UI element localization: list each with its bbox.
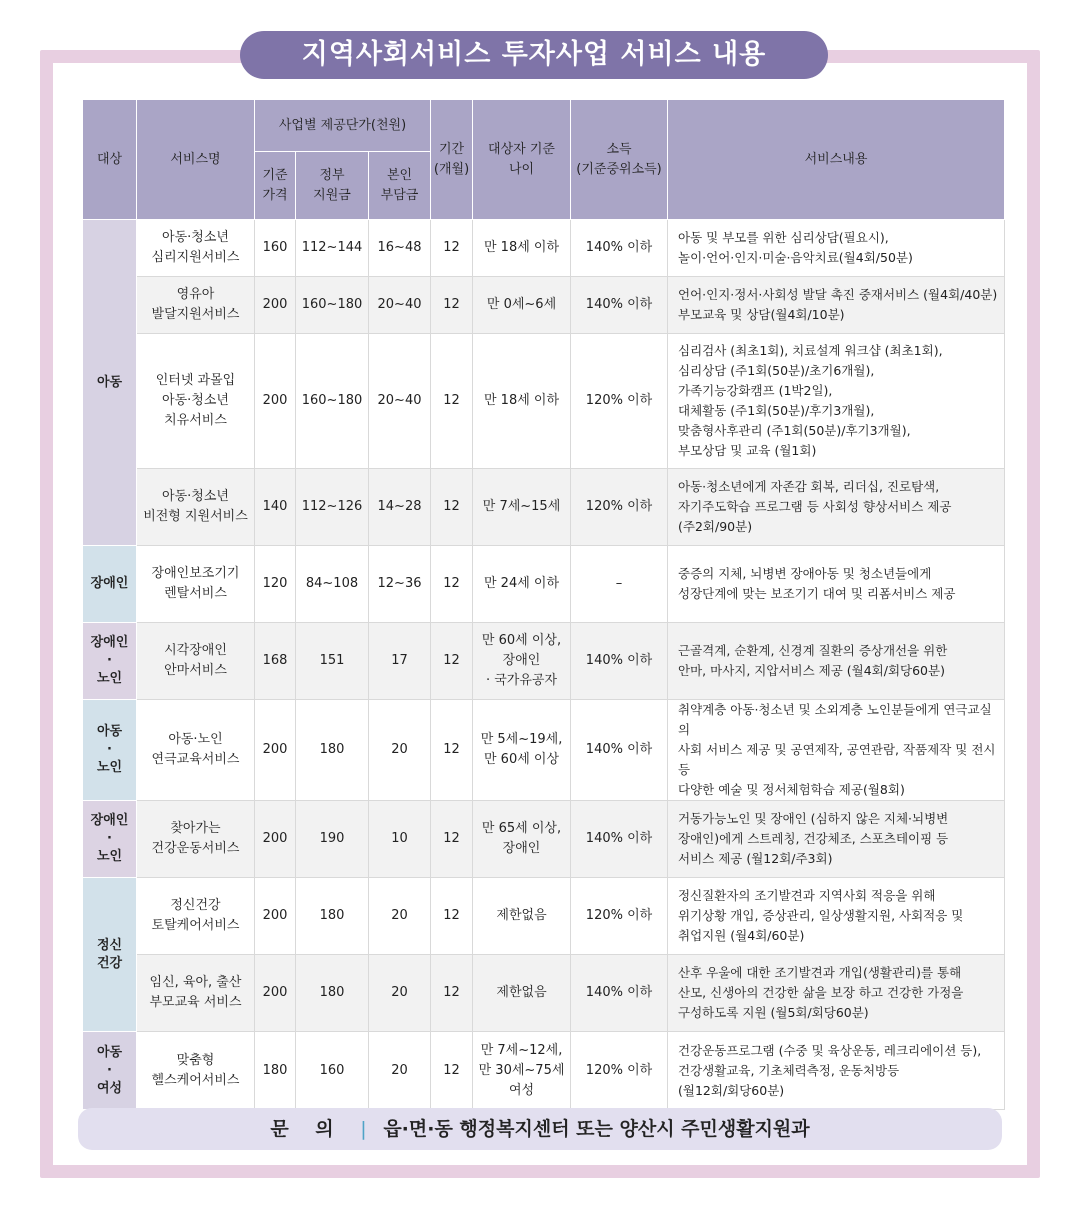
age: 만 65세 이상, 장애인 bbox=[473, 801, 571, 878]
gov-support: 180 bbox=[296, 878, 369, 955]
service-table-wrapper bbox=[82, 99, 1004, 1110]
service-name: 아동·청소년 심리지원서비스 bbox=[137, 220, 255, 277]
base-price: 200 bbox=[255, 700, 296, 801]
gov-support: 112~144 bbox=[296, 220, 369, 277]
service-content: 산후 우울에 대한 조기발견과 개입(생활관리)를 통해 산모, 신생아의 건강한 삶을 보장 하고 건강한 가정을 구성하도록 지원 (월5회/회당60분) bbox=[668, 955, 1005, 1032]
self-pay: 20 bbox=[369, 955, 431, 1032]
gov-support: 160~180 bbox=[296, 277, 369, 334]
service-name: 찾아가는 건강운동서비스 bbox=[137, 801, 255, 878]
service-content: 취약계층 아동·청소년 및 소외계층 노인분들에게 연극교실의 사회 서비스 제공 및 공연제작, 공연관람, 작품제작 및 전시 등 다양한 예술 및 정서체험학습 제공(월8회) bbox=[668, 700, 1005, 801]
category-disabled-elderly-2: 장애인 · 노인 bbox=[83, 801, 137, 878]
service-content: 정신질환자의 조기발견과 지역사회 적응을 위해 위기상황 개입, 증상관리, 일상생활지원, 사회적응 및 취업지원 (월4회/60분) bbox=[668, 878, 1005, 955]
age: 제한없음 bbox=[473, 955, 571, 1032]
inquiry-label: 문 의 bbox=[270, 1118, 344, 1140]
income: 120% 이하 bbox=[571, 878, 668, 955]
self-pay: 20~40 bbox=[369, 334, 431, 469]
service-content: 거동가능노인 및 장애인 (심하지 않은 지체·뇌병변 장애인)에게 스트레칭, 건강체조, 스포츠테이핑 등 서비스 제공 (월12회/주3회) bbox=[668, 801, 1005, 878]
service-name: 임신, 육아, 출산 부모교육 서비스 bbox=[137, 955, 255, 1032]
period: 12 bbox=[431, 878, 473, 955]
income: 120% 이하 bbox=[571, 1032, 668, 1110]
age: 만 18세 이하 bbox=[473, 334, 571, 469]
income: 120% 이하 bbox=[571, 469, 668, 546]
period: 12 bbox=[431, 801, 473, 878]
header-age: 대상자 기준 나이 bbox=[473, 100, 571, 220]
header-self-pay: 본인 부담금 bbox=[369, 152, 431, 220]
gov-support: 190 bbox=[296, 801, 369, 878]
service-name: 인터넷 과몰입 아동·청소년 치유서비스 bbox=[137, 334, 255, 469]
age: 제한없음 bbox=[473, 878, 571, 955]
service-content: 건강운동프로그램 (수중 및 육상운동, 레크리에이션 등), 건강생활교육, 기초체력측정, 운동처방등 (월12회/회당60분) bbox=[668, 1032, 1005, 1110]
gov-support: 180 bbox=[296, 700, 369, 801]
service-name: 장애인보조기기 렌탈서비스 bbox=[137, 546, 255, 623]
base-price: 160 bbox=[255, 220, 296, 277]
income: 140% 이하 bbox=[571, 955, 668, 1032]
category-child-female: 아동 · 여성 bbox=[83, 1032, 137, 1110]
income: – bbox=[571, 546, 668, 623]
age: 만 5세~19세, 만 60세 이상 bbox=[473, 700, 571, 801]
income: 140% 이하 bbox=[571, 220, 668, 277]
header-service-name: 서비스명 bbox=[137, 100, 255, 220]
period: 12 bbox=[431, 1032, 473, 1110]
inquiry-separator: | bbox=[360, 1118, 367, 1140]
income: 140% 이하 bbox=[571, 623, 668, 700]
category-disabled: 장애인 bbox=[83, 546, 137, 623]
income: 140% 이하 bbox=[571, 801, 668, 878]
base-price: 120 bbox=[255, 546, 296, 623]
age: 만 7세~15세 bbox=[473, 469, 571, 546]
self-pay: 12~36 bbox=[369, 546, 431, 623]
period: 12 bbox=[431, 546, 473, 623]
base-price: 200 bbox=[255, 955, 296, 1032]
header-content: 서비스내용 bbox=[668, 100, 1005, 220]
service-content: 중증의 지체, 뇌병변 장애아동 및 청소년들에게 성장단계에 맞는 보조기기 대여 및 리폼서비스 제공 bbox=[668, 546, 1005, 623]
header-price-group: 사업별 제공단가(천원) bbox=[255, 100, 431, 152]
service-content: 근골격계, 순환계, 신경계 질환의 증상개선을 위한 안마, 마사지, 지압서비스 제공 (월4회/회당60분) bbox=[668, 623, 1005, 700]
age: 만 60세 이상, 장애인 · 국가유공자 bbox=[473, 623, 571, 700]
service-name: 영유아 발달지원서비스 bbox=[137, 277, 255, 334]
service-table bbox=[82, 99, 1005, 1110]
self-pay: 17 bbox=[369, 623, 431, 700]
category-child: 아동 bbox=[83, 220, 137, 546]
inquiry-banner bbox=[78, 1108, 1002, 1150]
gov-support: 180 bbox=[296, 955, 369, 1032]
service-name: 아동·노인 연극교육서비스 bbox=[137, 700, 255, 801]
self-pay: 20 bbox=[369, 1032, 431, 1110]
period: 12 bbox=[431, 623, 473, 700]
self-pay: 16~48 bbox=[369, 220, 431, 277]
gov-support: 160 bbox=[296, 1032, 369, 1110]
page-title: 지역사회서비스 투자사업 서비스 내용 bbox=[240, 31, 828, 79]
base-price: 140 bbox=[255, 469, 296, 546]
gov-support: 84~108 bbox=[296, 546, 369, 623]
header-gov-support: 정부 지원금 bbox=[296, 152, 369, 220]
service-content: 아동·청소년에게 자존감 회복, 리더십, 진로탐색, 자기주도학습 프로그램 등 사회성 향상서비스 제공 (주2회/90분) bbox=[668, 469, 1005, 546]
category-disabled-elderly: 장애인 · 노인 bbox=[83, 623, 137, 700]
category-child-elderly: 아동 · 노인 bbox=[83, 700, 137, 801]
income: 140% 이하 bbox=[571, 277, 668, 334]
base-price: 200 bbox=[255, 334, 296, 469]
inquiry-text: 읍·면·동 행정복지센터 또는 양산시 주민생활지원과 bbox=[383, 1118, 810, 1140]
period: 12 bbox=[431, 334, 473, 469]
self-pay: 20~40 bbox=[369, 277, 431, 334]
self-pay: 14~28 bbox=[369, 469, 431, 546]
service-name: 아동·청소년 비전형 지원서비스 bbox=[137, 469, 255, 546]
category-mental-health: 정신 건강 bbox=[83, 878, 137, 1032]
service-name: 정신건강 토탈케어서비스 bbox=[137, 878, 255, 955]
base-price: 168 bbox=[255, 623, 296, 700]
period: 12 bbox=[431, 469, 473, 546]
period: 12 bbox=[431, 220, 473, 277]
base-price: 200 bbox=[255, 878, 296, 955]
self-pay: 20 bbox=[369, 700, 431, 801]
age: 만 7세~12세, 만 30세~75세 여성 bbox=[473, 1032, 571, 1110]
header-period: 기간 (개월) bbox=[431, 100, 473, 220]
header-income: 소득 (기준중위소득) bbox=[571, 100, 668, 220]
service-content: 심리검사 (최초1회), 치료설계 워크샵 (최초1회), 심리상담 (주1회(50분)/초기6개월), 가족기능강화캠프 (1박2일), 대체활동 (주1회(50분)/후기3개월), 맞춤형사후관리 (주1회(50분)/후기3개월), 부모상담 및 교육 (월1회) bbox=[668, 334, 1005, 469]
service-content: 아동 및 부모를 위한 심리상담(필요시), 놀이·언어·인지·미술·음악치료(월4회/50분) bbox=[668, 220, 1005, 277]
gov-support: 112~126 bbox=[296, 469, 369, 546]
age: 만 0세~6세 bbox=[473, 277, 571, 334]
self-pay: 20 bbox=[369, 878, 431, 955]
service-content: 언어·인지·정서·사회성 발달 촉진 중재서비스 (월4회/40분) 부모교육 및 상담(월4회/10분) bbox=[668, 277, 1005, 334]
period: 12 bbox=[431, 955, 473, 1032]
gov-support: 151 bbox=[296, 623, 369, 700]
service-name: 시각장애인 안마서비스 bbox=[137, 623, 255, 700]
self-pay: 10 bbox=[369, 801, 431, 878]
header-target: 대상 bbox=[83, 100, 137, 220]
age: 만 24세 이하 bbox=[473, 546, 571, 623]
base-price: 180 bbox=[255, 1032, 296, 1110]
income: 140% 이하 bbox=[571, 700, 668, 801]
header-base-price: 기준 가격 bbox=[255, 152, 296, 220]
base-price: 200 bbox=[255, 277, 296, 334]
base-price: 200 bbox=[255, 801, 296, 878]
age: 만 18세 이하 bbox=[473, 220, 571, 277]
period: 12 bbox=[431, 700, 473, 801]
gov-support: 160~180 bbox=[296, 334, 369, 469]
income: 120% 이하 bbox=[571, 334, 668, 469]
period: 12 bbox=[431, 277, 473, 334]
service-name: 맞춤형 헬스케어서비스 bbox=[137, 1032, 255, 1110]
